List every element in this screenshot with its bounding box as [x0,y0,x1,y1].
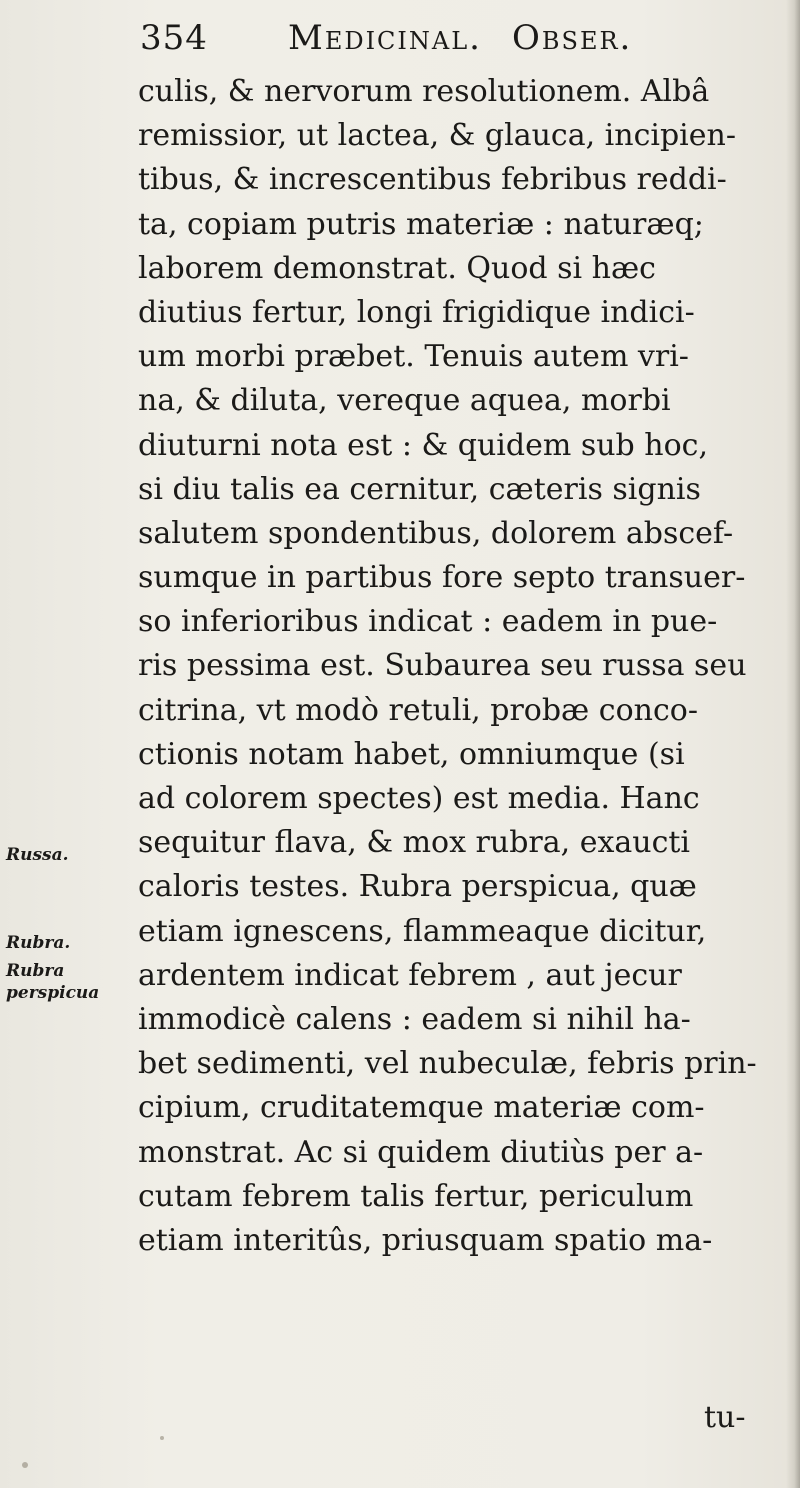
text-line: culis, & nervorum resolutionem. Albâ [138,74,710,109]
text-line: tibus, & increscentibus febribus reddi- [138,162,727,198]
running-title: Medicinal. [288,18,482,58]
text-line: remissior, ut lactea, & glauca, incipien- [138,118,736,154]
text-line: sequitur flava, & mox rubra, exaucti [138,825,691,861]
running-header [140,14,780,66]
text-line: um morbi præbet. Tenuis autem vri- [138,339,689,375]
text-line: citrina, vt modò retuli, probæ conco- [138,692,698,728]
margin-note-perspicua: perspicua [6,983,100,1003]
margin-note-rubra: Rubra. [6,933,71,953]
page-number: 354 [140,18,208,58]
text-line: bet sedimenti, vel nubeculæ, febris prin- [138,1046,757,1082]
running-title-continued: Obser. [512,18,633,58]
text-line: immodicè calens : eadem si nihil ha- [138,1001,691,1037]
body-text [138,70,792,1263]
text-line: ardentem indicat febrem , aut jecur [138,957,682,993]
text-line: etiam interitûs, priusquam spatio ma- [138,1222,713,1258]
ink-spot [22,1462,28,1468]
text-line: cutam febrem talis fertur, periculum [138,1178,694,1214]
text-line: ad colorem spectes) est media. Hanc [138,781,700,816]
text-line: caloris testes. Rubra perspicua, quæ [138,869,697,905]
ink-spot [160,1436,164,1440]
text-line: diutius fertur, longi frigidique indici- [138,294,695,330]
text-line: monstrat. Ac si quidem diutiùs per a- [138,1134,704,1170]
text-line: ta, copiam putris materiæ : naturæq; [138,206,704,242]
text-line: ris pessima est. Subaurea seu russa seu [138,648,747,684]
text-line: cipium, cruditatemque materiæ com- [138,1090,705,1126]
text-line: na, & diluta, vereque aquea, morbi [138,383,671,419]
text-line: laborem demonstrat. Quod si hæc [138,250,656,286]
text-line: etiam ignescens, flammeaque dicitur, [138,913,707,949]
catchword: tu- [704,1400,746,1435]
text-line: ctionis notam habet, omniumque (si [138,736,685,772]
text-line: salutem spondentibus, dolorem abscef- [138,515,734,551]
text-line: so inferioribus indicat : eadem in pue- [138,604,718,640]
text-line: sumque in partibus fore septo transuer- [138,560,746,596]
text-line: si diu talis ea cernitur, cæteris signis [138,471,701,507]
text-line: diuturni nota est : & quidem sub hoc, [138,427,709,463]
margin-note-rubra-2: Rubra [6,961,65,981]
margin-note-russa: Russa. [6,845,69,865]
